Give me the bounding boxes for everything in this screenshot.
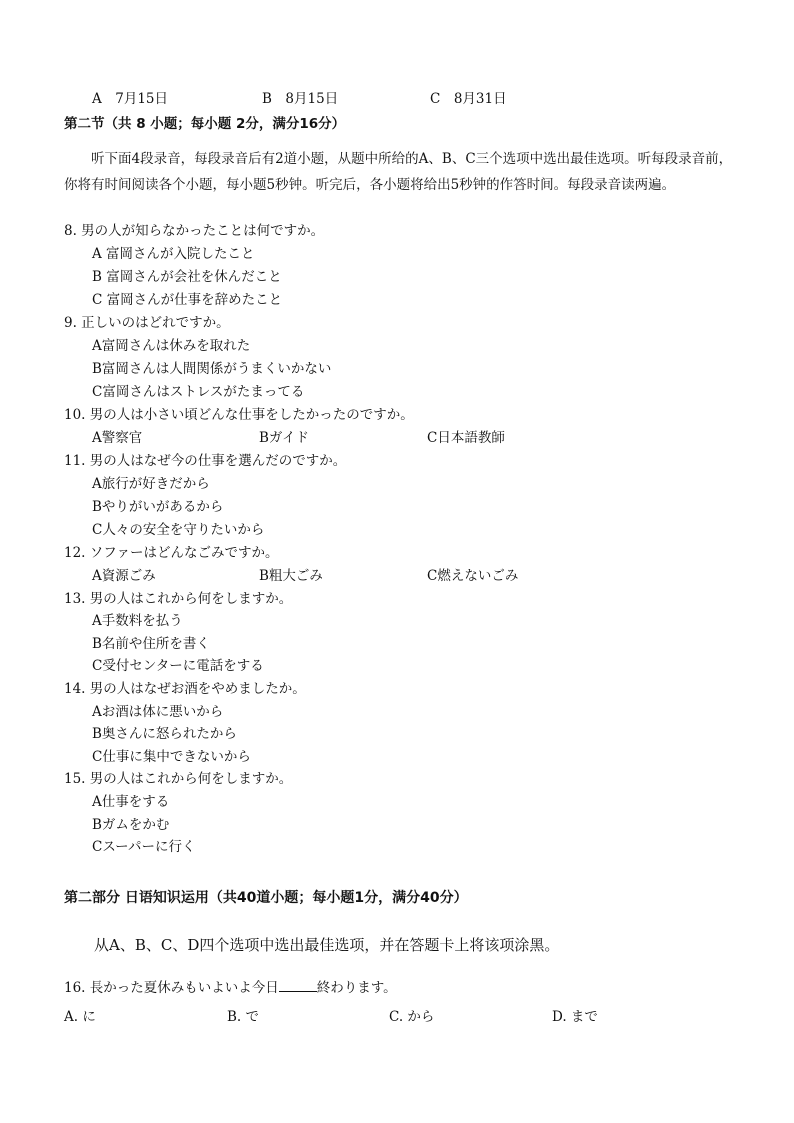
question-11-option-b: Bやりがいがあるから <box>92 499 224 515</box>
question-12-option-c: C燃えないごみ <box>427 568 519 584</box>
question-11-option-a: A旅行が好きだから <box>92 476 210 492</box>
option-b: B 8月15日 <box>262 91 339 107</box>
question-15-option-a: A仕事をする <box>92 794 170 810</box>
question-10-option-a: A警察官 <box>92 430 143 446</box>
question-13-option-b: B名前や住所を書く <box>92 636 210 652</box>
question-14-option-c: C仕事に集中できないから <box>92 749 251 765</box>
section-instructions: 听下面4段录音，每段录音后有2道小题，从题中所给的A、B、C三个选项中选出最佳选项。听每段录音前，你将有时间阅读各个小题，每小题5秒钟。听完后，各小题将给出5秒钟的作答时间。每段录音读两遍。 <box>64 151 733 193</box>
part2-heading: 第二部分 日语知识运用（共40道小题；每小题1分，满分40分） <box>64 890 468 906</box>
question-16-option-c: C. から <box>389 1009 435 1025</box>
question-9-option-a: A富岡さんは休みを取れた <box>92 338 251 354</box>
question-11: 11. 男の人はなぜ今の仕事を選んだのですか。 <box>64 453 347 469</box>
question-13-option-c: C受付センターに電話をする <box>92 658 264 674</box>
section-heading: 第二节（共 8 小题；每小题 2分，满分16分） <box>64 116 346 132</box>
question-8-option-c: C 富岡さんが仕事を辞めたこと <box>92 292 283 308</box>
question-14-option-b: B奥さんに怒られたから <box>92 726 237 742</box>
question-8-option-b: B 富岡さんが会社を休んだこと <box>92 269 282 285</box>
question-12-option-b: B粗大ごみ <box>259 568 323 584</box>
question-9: 9. 正しいのはどれですか。 <box>64 315 230 331</box>
option-c: C 8月31日 <box>430 91 507 107</box>
question-12-option-a: A資源ごみ <box>92 568 156 584</box>
question-16-stem-end: 終わります。 <box>316 980 397 996</box>
question-10-option-b: Bガイド <box>259 430 310 446</box>
question-16-option-a: A. に <box>64 1009 96 1025</box>
question-15-option-c: Cスーパーに行く <box>92 839 196 855</box>
option-a: A 7月15日 <box>92 91 169 107</box>
question-16-stem-start: 16. 長かった夏休みもいよいよ今日 <box>64 980 279 996</box>
question-9-option-b: B富岡さんは人間関係がうまくいかない <box>92 361 332 377</box>
question-10: 10. 男の人は小さい頃どんな仕事をしたかったのですか。 <box>64 407 414 423</box>
question-13: 13. 男の人はこれから何をしますか。 <box>64 591 293 607</box>
question-14-option-a: Aお酒は体に悪いから <box>92 704 224 720</box>
question-13-option-a: A手数料を払う <box>92 613 183 629</box>
question-10-option-c: C日本語教師 <box>427 430 505 446</box>
question-16-option-b: B. で <box>227 1009 260 1025</box>
question-9-option-c: C富岡さんはストレスがたまってる <box>92 384 305 400</box>
question-11-option-c: C人々の安全を守りたいから <box>92 522 265 538</box>
question-8: 8. 男の人が知らなかったことは何ですか。 <box>64 223 325 239</box>
question-15: 15. 男の人はこれから何をしますか。 <box>64 771 293 787</box>
question-15-option-b: Bガムをかむ <box>92 817 170 833</box>
part2-instructions: 从A、B、C、D四个选项中选出最佳选项，并在答题卡上将该项涂黑。 <box>94 936 560 954</box>
question-16 <box>64 979 397 997</box>
answer-blank <box>279 979 317 992</box>
question-14: 14. 男の人はなぜお酒をやめましたか。 <box>64 681 306 697</box>
question-16-option-d: D. まで <box>552 1009 598 1025</box>
question-12: 12. ソファーはどんなごみですか。 <box>64 545 279 561</box>
question-8-option-a: A 富岡さんが入院したこと <box>92 246 255 262</box>
